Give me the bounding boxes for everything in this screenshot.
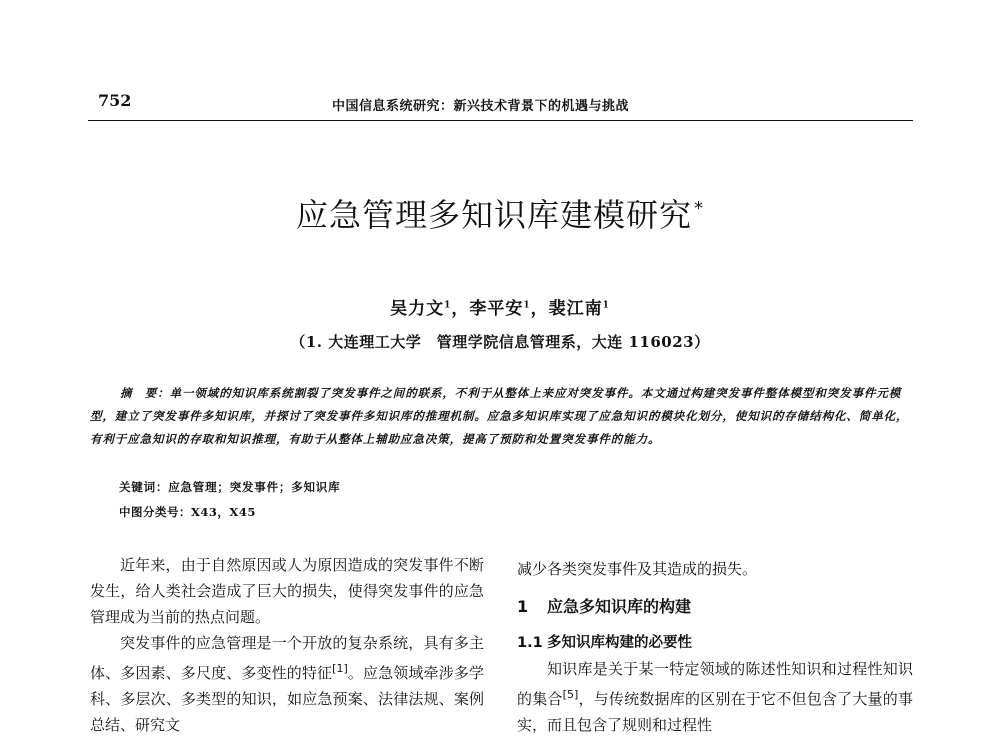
abstract <box>90 382 912 451</box>
author-affiliation-mark: 1 <box>444 300 452 311</box>
citation-ref: [1] <box>332 662 348 675</box>
body-paragraph: 近年来，由于自然原因或人为原因造成的突发事件不断发生，给人类社会造成了巨大的损失，使得突发事件的应急管理成为当前的热点问题。 <box>90 556 484 626</box>
keywords-text: 应急管理；突发事件；多知识库 <box>168 480 341 494</box>
body-text: ，与传统数据库的区别在于它不但包含了大量的事实，而且包含了规则和过程性 <box>517 690 913 734</box>
author-affiliation-mark: 1 <box>602 300 610 311</box>
section-heading <box>517 594 913 620</box>
abstract-text: 单一领域的知识库系统割裂了突发事件之间的联系，不利于从整体上来应对突发事件。本文通过构建突发事件整体模型和突发事件元模型，建立了突发事件多知识库，并探讨了突发事件多知识库的推理机制。应急多知识库实现了应急知识的模块化划分，使知识的存储结构化、简单化，有利于应急知识的存取和知识推理，有助于从整体上辅助应急决策，提高了预防和处置突发事件的能力。 <box>90 386 909 446</box>
body-paragraph: 减少各类突发事件及其造成的损失。 <box>517 560 758 578</box>
section-number: 1 <box>517 597 529 616</box>
author-list: 吴力文$^1$，李平安$^1$，裴江南$^1$ <box>390 299 610 319</box>
title-footnote-mark: * <box>694 198 704 220</box>
subsection-title: 多知识库构建的必要性 <box>547 635 692 651</box>
author-name: 李平安 <box>469 299 524 319</box>
paper-title-text: 应急管理多知识库建模研究 <box>295 196 692 234</box>
author-affiliation-mark: 1 <box>523 300 531 311</box>
subsection-heading <box>517 630 913 656</box>
page-number: 752 <box>98 91 132 110</box>
keywords <box>119 479 340 495</box>
body-paragraph <box>90 630 484 738</box>
running-title: 中国信息系统研究：新兴技术背景下的机遇与挑战 <box>332 99 630 114</box>
classification-label: 中图分类号： <box>119 505 191 519</box>
body-paragraph <box>517 656 913 738</box>
body-text: 突发事件的应急管理是一个开放的复杂系统，具有多主体、多因素、多尺度、多变性的特征 <box>90 634 484 682</box>
body-text: 知识库是关于某一特定领域的陈述性知识和过程性知识的集合 <box>517 660 913 708</box>
classification-text: X43，X45 <box>191 505 256 519</box>
citation-ref: [5] <box>562 688 579 701</box>
abstract-label: 摘 要： <box>120 386 170 400</box>
author-name: 吴力文 <box>390 299 445 319</box>
paper-title <box>0 190 1000 236</box>
subsection-number: 1.1 <box>517 635 543 651</box>
author-name: 裴江南 <box>548 299 603 319</box>
section-title: 应急多知识库的构建 <box>547 597 692 616</box>
body-right-column <box>517 556 913 738</box>
affiliation: （1. 大连理工大学 管理学院信息管理系，大连 116023） <box>290 333 710 351</box>
keywords-label: 关键词： <box>119 480 169 494</box>
classification-number <box>119 504 256 520</box>
body-text: 。应急领域牵涉多学科、多层次、多类型的知识，如应急预案、法律法规、案例总结、研究文 <box>90 664 484 734</box>
header-rule <box>88 120 913 121</box>
body-left-column <box>90 552 484 738</box>
